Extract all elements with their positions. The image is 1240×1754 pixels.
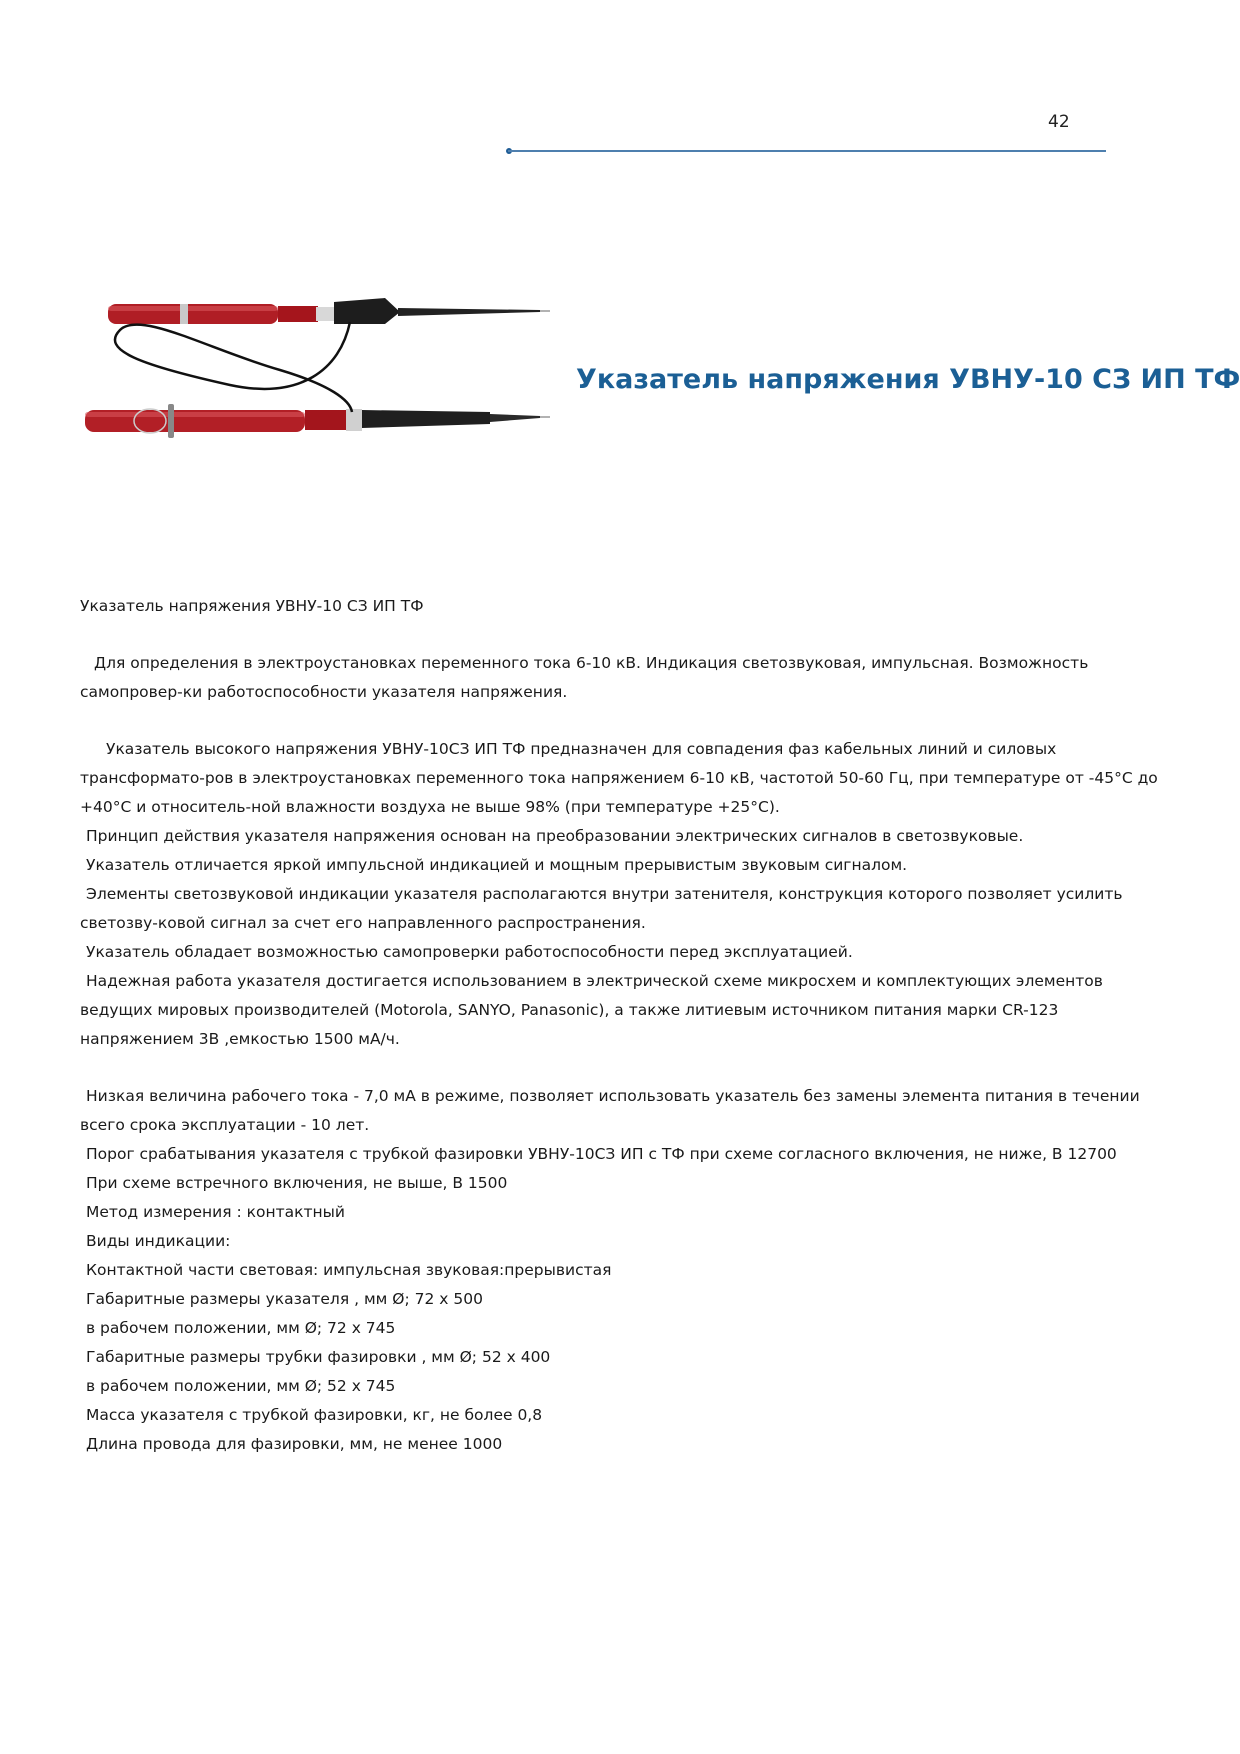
document-body: [80, 592, 1160, 1459]
description-paragraph: Указатель высокого напряжения УВНУ-10СЗ ИП ТФ предназначен для совпадения фаз кабельных линий и силовых трансформато-ров в электроустановках переменного тока напряжением 6-10 кВ, частотой 50-60 Гц, при температуре от -45°С до +40°С и относитель-ной влажности воздуха не выше 98% (при температуре +25°С).: [80, 740, 1158, 816]
page-number: 42: [1048, 112, 1070, 132]
spec-line: в рабочем положении, мм Ø; 52 x 745: [86, 1377, 396, 1395]
spec-line: При схеме встречного включения, не выше, В 1500: [86, 1174, 508, 1192]
product-title: Указатель напряжения УВНУ-10 СЗ ИП ТФ: [576, 364, 1240, 395]
spec-line: Габаритные размеры трубки фазировки , мм Ø; 52 x 400: [86, 1348, 551, 1366]
spec-line: Контактной части световая: импульсная звуковая:прерывистая: [86, 1261, 612, 1279]
spec-line: Метод измерения : контактный: [86, 1203, 345, 1221]
product-subtitle: Указатель напряжения УВНУ-10 СЗ ИП ТФ: [80, 597, 424, 615]
description-paragraph: Принцип действия указателя напряжения основан на преобразовании электрических сигналов в светозвуковые.: [86, 827, 1024, 845]
spec-line: Габаритные размеры указателя , мм Ø; 72 x 500: [86, 1290, 483, 1308]
description-paragraph: Указатель обладает возможностью самопроверки работоспособности перед эксплуатацией.: [86, 943, 853, 961]
description-paragraph: Надежная работа указателя достигается использованием в электрической схеме микросхем и комплектующих элементов ведущих мировых производителей (Motorola, SANYO, Panasonic), а также литиевым источником питания марки CR-123 напряжением 3В ,емкостью 1500 мА/ч.: [80, 972, 1103, 1048]
voltage-indicator-photo: [80, 290, 560, 470]
spec-line: Порог срабатывания указателя с трубкой фазировки УВНУ-10СЗ ИП с ТФ при схеме согласного включения, не ниже, В 12700: [86, 1145, 1117, 1163]
intro-paragraph: Для определения в электроустановках переменного тока 6-10 кВ. Индикация светозвуковая, импульсная. Возможность самопровер-ки работоспособности указателя напряжения.: [80, 654, 1089, 701]
spec-line: Длина провода для фазировки, мм, не менее 1000: [86, 1435, 503, 1453]
spec-line: Виды индикации:: [86, 1232, 231, 1250]
spec-line: Масса указателя с трубкой фазировки, кг, не более 0,8: [86, 1406, 543, 1424]
description-paragraph: Элементы светозвуковой индикации указателя располагаются внутри затенителя, конструкция которого позволяет усилить светозву-ковой сигнал за счет его направленного распространения.: [80, 885, 1123, 932]
description-paragraph: Низкая величина рабочего тока - 7,0 мА в режиме, позволяет использовать указатель без замены элемента питания в течении всего срока эксплуатации - 10 лет.: [80, 1087, 1140, 1134]
header-rule: [508, 150, 1106, 152]
description-paragraph: Указатель отличается яркой импульсной индикацией и мощным прерывистым звуковым сигналом.: [86, 856, 908, 874]
spec-line: в рабочем положении, мм Ø; 72 x 745: [86, 1319, 396, 1337]
